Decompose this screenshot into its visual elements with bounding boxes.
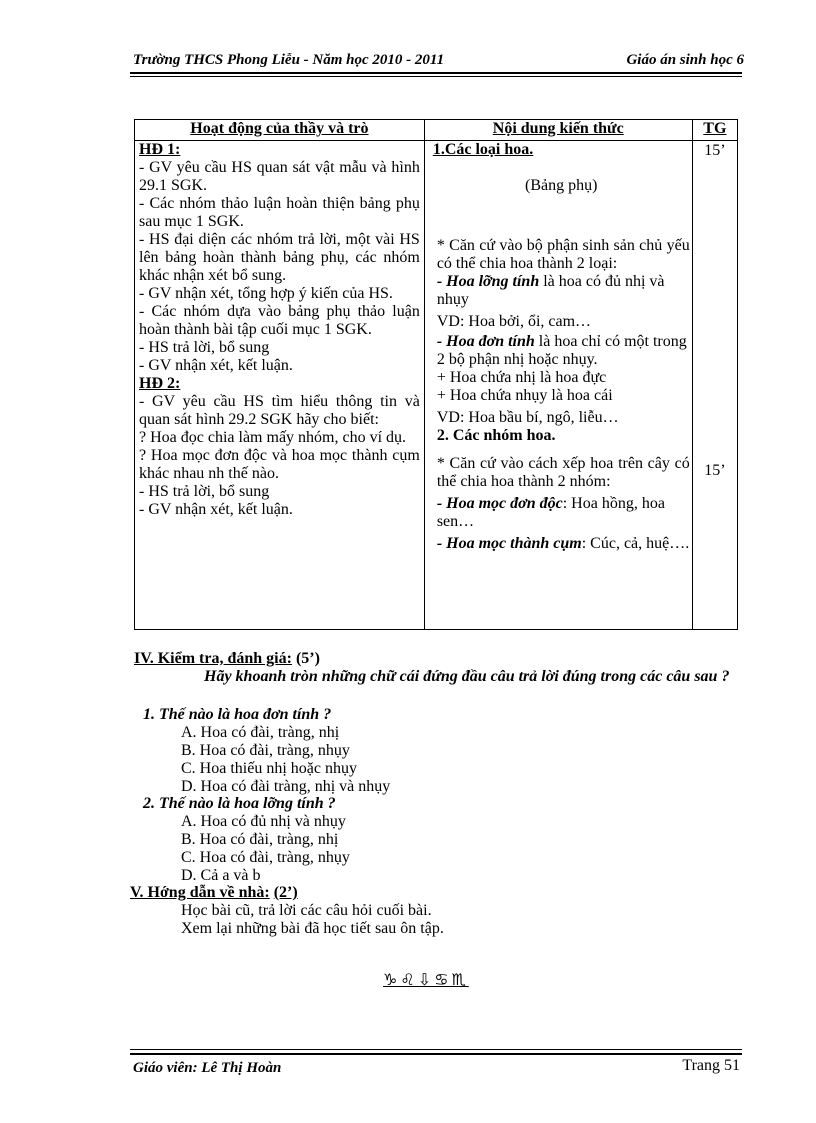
unisexual-flower-def: - Hoa đơn tính là hoa chỉ có một trong 2 bộ phận nhị hoặc nhụy. — [436, 333, 687, 368]
q1-option-c: C. Hoa thiếu nhị hoặc nhụy — [181, 760, 357, 777]
activity-line: - GV yêu cầu HS quan sát vật mẫu và hình 29.1 SGK. — [139, 159, 420, 194]
activity-line: - Các nhóm thảo luận hoàn thiện bảng phụ sau mục 1 SGK. — [139, 195, 420, 230]
homework-lines — [181, 902, 444, 938]
col-activities-header: Hoạt động của thầy và trò — [135, 120, 425, 141]
footer-rule — [130, 1053, 742, 1055]
activity-line: - HS trả lời, bổ sung — [139, 483, 270, 500]
grouping-intro: * Căn cứ vào cách xếp hoa trên cây có thể chia hoa thành 2 nhóm: — [436, 455, 690, 490]
homework-line-1: Học bài cũ, trả lời các câu hỏi cuối bài. — [181, 902, 432, 919]
activity-hd1: HĐ 1: — [139, 141, 181, 158]
activity-line: - HS trả lời, bổ sung — [139, 339, 270, 356]
question-1: 1. Thế nào là hoa đơn tính ? — [143, 706, 332, 723]
header-school-year: Trường THCS Phong Liễu - Năm học 2010 - 2011 — [133, 52, 445, 68]
header-subject: Giáo án sinh học 6 — [626, 52, 744, 68]
activities-cell — [135, 141, 425, 630]
q1-options — [181, 724, 390, 796]
q2-options — [181, 813, 350, 885]
male-flower-line: + Hoa chứa nhị là hoa đực — [436, 369, 607, 386]
col-content-header: Nội dung kiến thức — [424, 120, 692, 141]
cluster-flower-def: - Hoa mọc thành cụm: Cúc, cả, huệ…. — [436, 535, 690, 552]
q1-option-a: A. Hoa có đài, tràng, nhị — [181, 724, 340, 741]
section4-heading — [134, 650, 320, 668]
q2-option-d: D. Cả a và b — [181, 867, 261, 884]
section5-heading — [130, 884, 298, 902]
activity-line: - GV yêu cầu HS tìm hiểu thông tin và quan sát hình 29.2 SGK hãy cho biết: — [139, 393, 420, 428]
footer-rule-thin — [130, 1049, 742, 1050]
lesson-table — [134, 119, 738, 630]
page-number: Trang 51 — [682, 1057, 740, 1074]
q1-option-d: D. Hoa có đài tràng, nhị và nhụy — [181, 778, 391, 795]
q2-option-a: A. Hoa có đủ nhị và nhụy — [181, 813, 346, 830]
activity-line: - Các nhóm dựa vào bảng phụ thảo luận hoàn thành bài tập cuối mục 1 SGK. — [139, 303, 420, 338]
section5-time: (2’) — [273, 884, 298, 901]
activity-line: ? Hoa đọc chia làm mấy nhóm, cho ví dụ. — [139, 429, 407, 446]
section4-instruction: Hãy khoanh tròn những chữ cái đứng đầu câu trả lời đúng trong các câu sau ? — [204, 668, 730, 685]
q2-option-b: B. Hoa có đài, tràng, nhị — [181, 831, 339, 848]
activity-line: - HS đại diện các nhóm trả lời, một vài HS lên bảng hoàn thành bảng phụ, các nhóm khác nhận xét bổ sung. — [139, 231, 420, 284]
section1-title: 1.Các loại hoa. — [432, 141, 534, 158]
question-2: 2. Thế nào là hoa lỡng tính ? — [143, 795, 336, 812]
bisexual-flower-def: - Hoa lỡng tính là hoa có đủ nhị và nhụy — [436, 273, 665, 308]
table-body-row — [135, 141, 738, 630]
col-time-header: TG — [692, 120, 737, 141]
header-rule — [130, 72, 742, 74]
female-flower-line: + Hoa chứa nhụy là hoa cái — [436, 387, 613, 404]
section2-title: 2. Các nhóm hoa. — [436, 427, 556, 444]
solitary-flower-def: - Hoa mọc đơn độc: Hoa hồng, hoa sen… — [436, 495, 665, 530]
activity-line: ? Hoa mọc đơn độc và hoa mọc thành cụm khác nhau nh thế nào. — [139, 447, 420, 482]
classification-intro: * Căn cứ vào bộ phận sinh sản chủ yếu có thể chia hoa thành 2 loại: — [436, 237, 690, 272]
section4-title: IV. Kiểm tra, đánh giá: — [134, 650, 292, 667]
homework-line-2: Xem lại những bài đã học tiết sau ôn tập. — [181, 920, 444, 937]
table-header-row — [135, 120, 738, 141]
section5-title: V. Hớng dẫn về nhà: — [130, 884, 270, 901]
activity-hd2: HĐ 2: — [139, 375, 181, 392]
activity-line: - GV nhận xét, kết luận. — [139, 501, 293, 518]
time-hd1: 15’ — [704, 142, 726, 159]
footer-teacher: Giáo viên: Lê Thị Hoàn — [133, 1060, 282, 1076]
q2-option-c: C. Hoa có đài, tràng, nhụy — [181, 849, 350, 866]
header-rule-thin — [130, 76, 742, 77]
activity-line: - GV nhận xét, kết luận. — [139, 357, 293, 374]
q1-option-b: B. Hoa có đài, tràng, nhụy — [181, 742, 350, 759]
bang-phu-label: (Bảng phụ) — [525, 177, 598, 194]
example-2: VD: Hoa bầu bí, ngô, liễu… — [436, 409, 619, 426]
decorative-ornament: ♑♌⇩♋♏ — [383, 970, 469, 989]
activity-line: - GV nhận xét, tổng hợp ý kiến của HS. — [139, 285, 393, 302]
section4-time: (5’) — [295, 650, 320, 667]
content-cell — [424, 141, 692, 630]
example-1: VD: Hoa bởi, ổi, cam… — [436, 313, 592, 330]
time-hd2: 15’ — [704, 462, 726, 479]
time-cell — [692, 141, 737, 630]
